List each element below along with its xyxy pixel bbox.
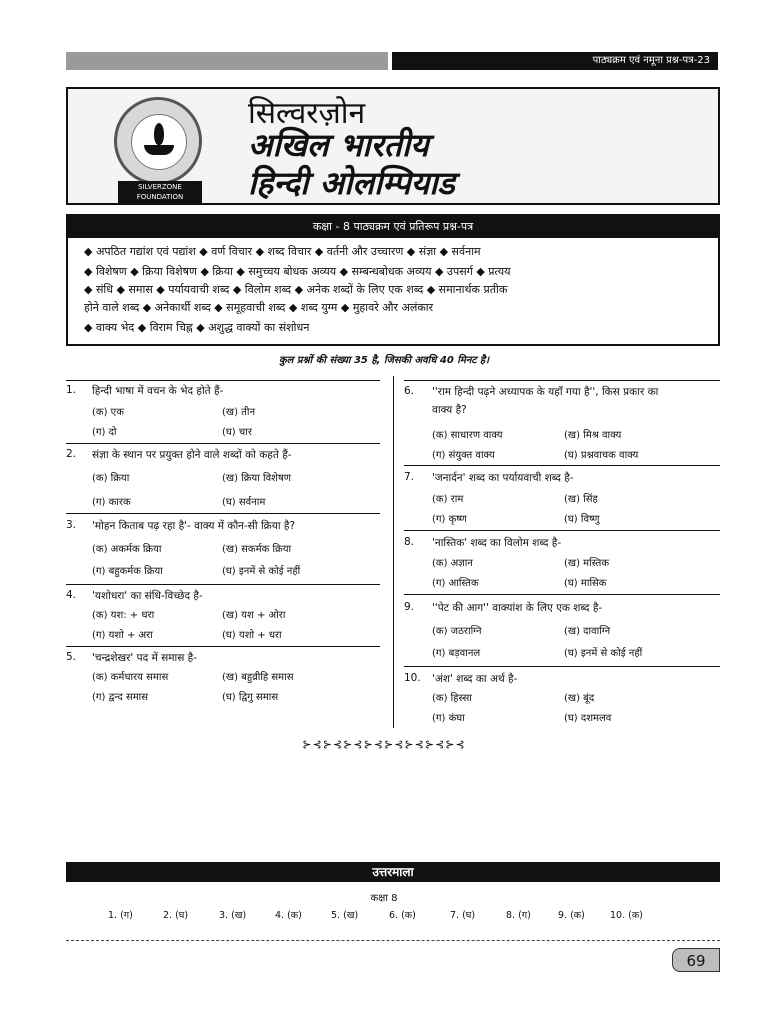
option[interactable]: (ख) दावाग्नि (564, 626, 611, 637)
option[interactable]: (ग) बड़वानल (432, 648, 481, 659)
option[interactable]: (ग) द्वन्द समास (92, 692, 149, 703)
option[interactable]: (घ) इनमें से कोई नहीं (564, 648, 643, 659)
answer-item: 7. (घ) (450, 910, 476, 921)
question-6: 6. ''राम हिन्दी पढ़ने अध्यापक के यहाँ गया है'', किस प्रकार का वाक्य है? (क) साधारण वाक्य (ख) मिश्र वाक्य (ग) संयुक्त वाक्य (घ) प्रश्नवाचक वाक्य (404, 385, 659, 461)
option[interactable]: (ख) मिश्र वाक्य (564, 430, 622, 441)
option[interactable]: (क) क्रिया (92, 473, 130, 484)
rule (404, 594, 720, 595)
page-number: 69 (672, 948, 720, 972)
answer-item: 10. (क) (610, 910, 643, 921)
banner-title-3: हिन्दी ओलम्पियाड (248, 164, 455, 202)
syllabus-line: होने वाले शब्द ◆ अनेकार्थी शब्द ◆ समूहवाची शब्द ◆ शब्द युग्म ◆ मुहावरे और अलंकार (84, 301, 434, 314)
rule (404, 530, 720, 531)
option[interactable]: (ख) सकर्मक क्रिया (222, 544, 292, 555)
question-2: 2. संज्ञा के स्थान पर प्रयुक्त होने वाले शब्दों को कहते हैं- (क) क्रिया (ख) क्रिया विशेषण (ग) कारक (घ) सर्वनाम (66, 448, 292, 508)
option[interactable]: (ग) संयुक्त वाक्य (432, 450, 495, 461)
rule (404, 380, 720, 381)
option[interactable]: (ग) यशो + अरा (92, 630, 153, 641)
question-5: 5. 'चन्द्रशेखर' पद में समास है- (क) कर्मधारय समास (ख) बहुव्रीहि समास (ग) द्वन्द समास (घ) द्विगु समास (66, 651, 294, 703)
option[interactable]: (क) एक (92, 407, 124, 418)
rule (404, 465, 720, 466)
option[interactable]: (घ) मासिक (564, 578, 607, 589)
column-divider (393, 376, 394, 728)
option[interactable]: (ग) बहुकर्मक क्रिया (92, 566, 163, 577)
header-label: पाठ्यक्रम एवं नमूना प्रश्न-पत्र-23 (392, 52, 718, 70)
option[interactable]: (ग) कंघा (432, 713, 465, 724)
syllabus-line: ◆ अपठित गद्यांश एवं पद्यांश ◆ वर्ण विचार ◆ शब्द विचार ◆ वर्तनी और उच्चारण ◆ संज्ञा ◆ सर्वनाम (84, 245, 481, 258)
option[interactable]: (घ) यशो + धरा (222, 630, 282, 641)
question-1: 1. हिन्दी भाषा में वचन के भेद होते हैं- (क) एक (ख) तीन (ग) दो (घ) चार (66, 384, 256, 438)
banner-title-2: अखिल भारतीय (248, 126, 429, 164)
option[interactable]: (क) यश: + धरा (92, 610, 155, 621)
syllabus-line: ◆ वाक्य भेद ◆ विराम चिह्न ◆ अशुद्ध वाक्यों का संशोधन (84, 321, 310, 334)
ornament-divider: ⊱⊰⊱⊰⊱⊰⊱⊰⊱⊰⊱⊰⊱⊰⊱⊰ (302, 738, 466, 751)
answer-key-heading: उत्तरमाला (66, 862, 720, 882)
option[interactable]: (क) अज्ञान (432, 558, 473, 569)
option[interactable]: (घ) प्रश्नवाचक वाक्य (564, 450, 639, 461)
option[interactable]: (ख) सिंह (564, 494, 598, 505)
option[interactable]: (घ) विष्णु (564, 514, 600, 525)
option[interactable]: (घ) द्विगु समास (222, 692, 279, 703)
rule (66, 443, 380, 444)
answer-item: 4. (क) (275, 910, 302, 921)
option[interactable]: (ख) क्रिया विशेषण (222, 473, 291, 484)
syllabus-line: ◆ संधि ◆ समास ◆ पर्यायवाची शब्द ◆ विलोम शब्द ◆ अनेक शब्दों के लिए एक शब्द ◆ समानार्थक प्रतीक (84, 283, 508, 296)
footer-dashed-rule (66, 940, 720, 941)
option[interactable]: (क) हिस्सा (432, 693, 472, 704)
option[interactable]: (ख) मस्तिक (564, 558, 610, 569)
syllabus-box (66, 214, 720, 346)
option[interactable]: (ग) कारक (92, 497, 131, 508)
answer-item: 5. (ख) (331, 910, 359, 921)
option[interactable]: (ख) तीन (222, 407, 256, 418)
syllabus-line: ◆ विशेषण ◆ क्रिया विशेषण ◆ क्रिया ◆ समुच्चय बोधक अव्यय ◆ सम्बन्धबोधक अव्यय ◆ उपसर्ग ◆ प्रत्यय (84, 265, 511, 278)
option[interactable]: (ग) कृष्ण (432, 514, 467, 525)
option[interactable]: (घ) दशमलव (564, 713, 612, 724)
question-9: 9. ''पेट की आग'' वाक्यांश के लिए एक शब्द है- (क) जठराग्नि (ख) दावाग्नि (ग) बड़वानल (घ) इनमें से कोई नहीं (404, 601, 643, 659)
answer-item: 6. (क) (389, 910, 416, 921)
answer-item: 2. (घ) (163, 910, 189, 921)
question-8: 8. 'नास्तिक' शब्द का विलोम शब्द है- (क) अज्ञान (ख) मस्तिक (ग) आस्तिक (घ) मासिक (404, 536, 610, 589)
option[interactable]: (क) जठराग्नि (432, 626, 482, 637)
option[interactable]: (ख) यश + ओरा (222, 610, 286, 621)
exam-summary: कुल प्रश्नों की संख्या 35 है, जिसकी अवधि 40 मिनट है। (278, 355, 490, 366)
option[interactable]: (ख) बूंद (564, 693, 595, 704)
option[interactable]: (घ) इनमें से कोई नहीं (222, 566, 301, 577)
foundation-seal-icon (114, 97, 202, 185)
question-4: 4. 'यशोधरा' का संधि-विच्छेद है- (क) यश: + धरा (ख) यश + ओरा (ग) यशो + अरा (घ) यशो + धरा (66, 589, 286, 641)
option[interactable]: (क) राम (432, 494, 464, 505)
answer-item: 9. (क) (558, 910, 585, 921)
syllabus-heading: कक्षा - 8 पाठ्यक्रम एवं प्रतिरूप प्रश्न-पत्र (68, 216, 718, 238)
option[interactable]: (ख) बहुव्रीहि समास (222, 672, 294, 683)
rule (66, 513, 380, 514)
answer-key-class: कक्षा 8 (370, 893, 398, 904)
option[interactable]: (ग) दो (92, 427, 117, 438)
silverzone-logo: SILVERZONE FOUNDATION (118, 181, 202, 203)
question-10: 10. 'अंश' शब्द का अर्थ है- (क) हिस्सा (ख) बूंद (ग) कंघा (घ) दशमलव (404, 672, 612, 724)
answer-item: 8. (ग) (506, 910, 531, 921)
banner-title-1: सिल्वरज़ोन (248, 96, 366, 131)
option[interactable]: (क) कर्मधारय समास (92, 672, 169, 683)
option[interactable]: (ग) आस्तिक (432, 578, 479, 589)
rule (66, 380, 380, 381)
header-gray-bar (66, 52, 388, 70)
option[interactable]: (घ) चार (222, 427, 252, 438)
answer-item: 1. (ग) (108, 910, 133, 921)
option[interactable]: (घ) सर्वनाम (222, 497, 266, 508)
rule (66, 584, 380, 585)
olympiad-banner (66, 87, 720, 205)
rule (66, 646, 380, 647)
answer-item: 3. (ख) (219, 910, 247, 921)
question-7: 7. 'जनार्दन' शब्द का पर्यायवाची शब्द है- (क) राम (ख) सिंह (ग) कृष्ण (घ) विष्णु (404, 471, 600, 525)
rule (404, 666, 720, 667)
question-3: 3. 'मोहन किताब पढ़ रहा है'- वाक्य में कौन-सी क्रिया है? (क) अकर्मक क्रिया (ख) सकर्मक क्रिया (ग) बहुकर्मक क्रिया (घ) इनमें से कोई नहीं (66, 519, 301, 577)
option[interactable]: (क) साधारण वाक्य (432, 430, 503, 441)
option[interactable]: (क) अकर्मक क्रिया (92, 544, 162, 555)
